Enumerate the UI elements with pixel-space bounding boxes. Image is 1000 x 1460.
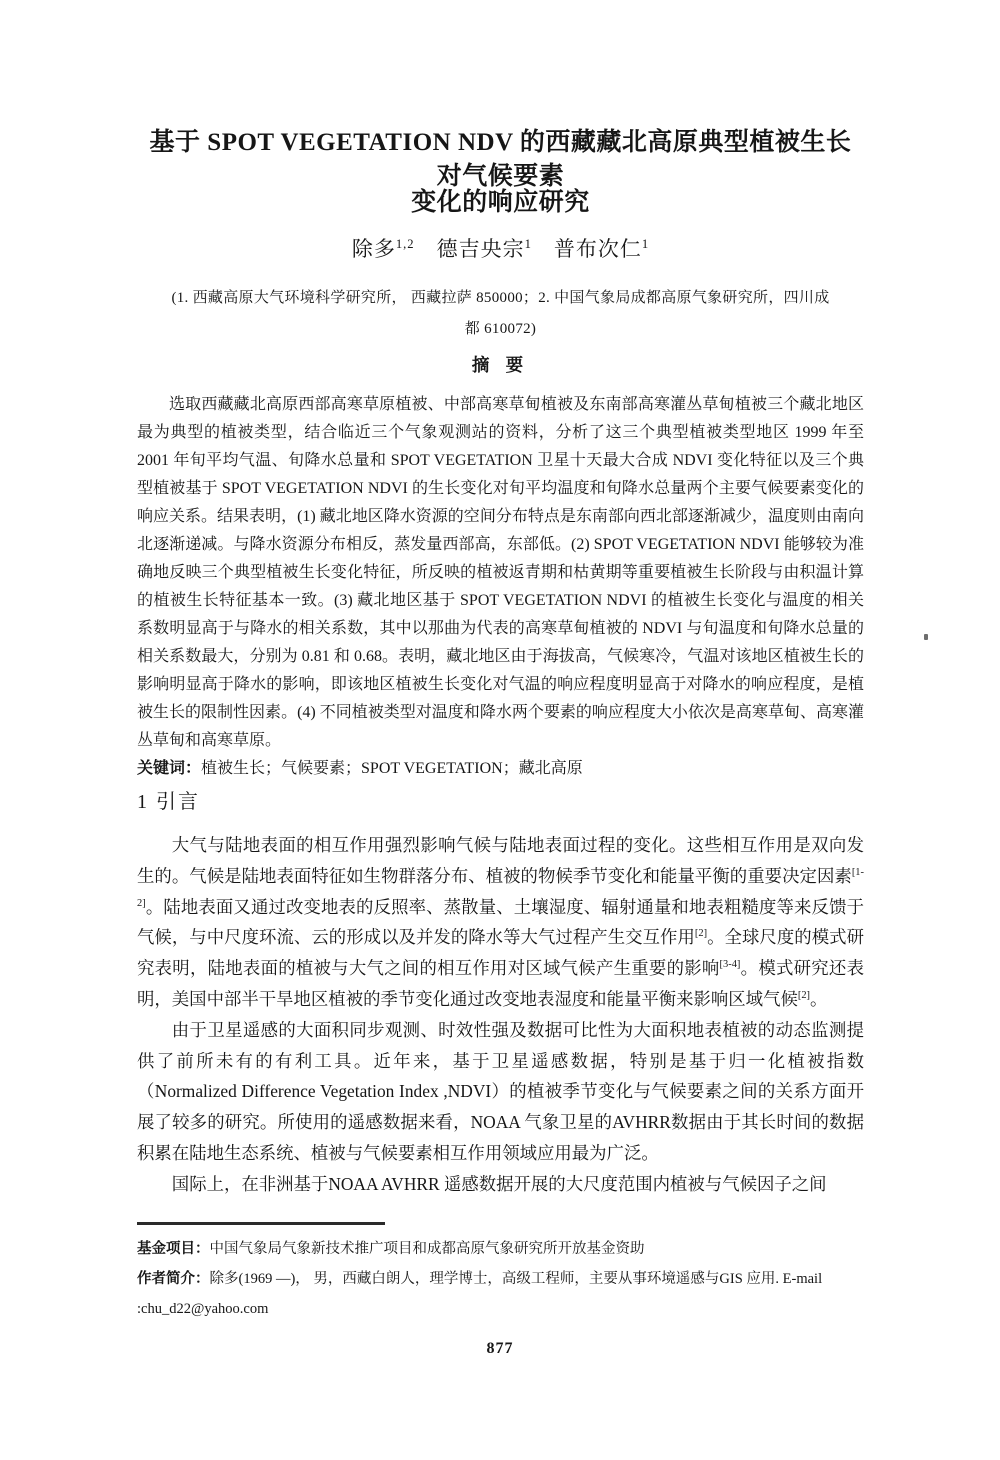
reference-superscript: [2] bbox=[694, 928, 708, 940]
intro-p1-text: 大气与陆地表面的相互作用强烈影响气候与陆地表面过程的变化。这些相互作用是双向发生的。气候是陆地表面特征如生物群落分布、植被的物候季节变化和能量平衡的重要决定因素 bbox=[137, 835, 864, 886]
author-3 bbox=[554, 237, 649, 261]
authors-line bbox=[137, 234, 864, 264]
affiliation-line1: (1. 西藏高原大气环境科学研究所， 西藏拉萨 850000；2. 中国气象局成都高原气象研究所，四川成 bbox=[171, 290, 830, 306]
keywords-text: 植被生长；气候要素；SPOT VEGETATION；藏北高原 bbox=[201, 760, 583, 777]
keywords-label: 关键词： bbox=[137, 760, 202, 777]
footnote-author bbox=[137, 1264, 872, 1324]
author-2 bbox=[437, 237, 532, 261]
intro-p1-text: 。全球尺度的模式研究表明，陆地表面的植被与大气之间的相互作用对区域气候产生重要的影响 bbox=[137, 927, 864, 979]
footnote-divider bbox=[137, 1222, 385, 1225]
footnote-fund-label: 基金项目： bbox=[137, 1241, 210, 1257]
page-number: 877 bbox=[486, 1340, 514, 1357]
abstract-heading: 摘 要 bbox=[471, 355, 530, 375]
intro-p1-text: 。陆地表面又通过改变地表的反照率、蒸散量、土壤湿度、辐射通量和地表粗糙度等来反馈于气候，与中尺度环流、云的形成以及并发的降水等大气过程产生交互作用 bbox=[137, 896, 864, 948]
keywords-line bbox=[137, 755, 864, 783]
intro-p1-text: 。模式研究还表明，美国中部半干旱地区植被的季节变化通过改变地表湿度和能量平衡来影响区域气候 bbox=[137, 958, 864, 1009]
footnote-author-text: 除多(1969 —)， 男，西藏白朗人，理学博士，高级工程师，主要从事环境遥感与GIS 应用. E-mail :chu_d22@yahoo.com bbox=[137, 1271, 823, 1317]
footnote-author-label: 作者简介： bbox=[137, 1271, 210, 1287]
reference-superscript: [1-2] bbox=[137, 867, 864, 909]
footnote-fund-text: 中国气象局气象新技术推广项目和成都高原气象研究所开放基金资助 bbox=[209, 1241, 645, 1257]
author-2-superscript: 1 bbox=[524, 237, 532, 251]
page-title-line1: 基于 SPOT VEGETATION NDV 的西藏藏北高原典型植被生长对气候要素 bbox=[149, 129, 852, 190]
reference-superscript: [2] bbox=[797, 990, 811, 1002]
reference-superscript: [3-4] bbox=[719, 959, 741, 971]
ink-speck bbox=[924, 634, 928, 640]
intro-p1-text: 。 bbox=[810, 988, 828, 1009]
author-3-superscript: 1 bbox=[641, 237, 650, 251]
author-3-name: 普布次仁 bbox=[553, 237, 642, 261]
author-1-superscript: 1,2 bbox=[395, 237, 415, 251]
intro-paragraph-3: 国际上，在非洲基于NOAA AVHRR 遥感数据开展的大尺度范围内植被与气候因子之间 bbox=[171, 1173, 827, 1194]
abstract-text: 选取西藏藏北高原西部高寒草原植被、中部高寒草甸植被及东南部高寒灌丛草甸植被三个藏北地区最为典型的植被类型，结合临近三个气象观测站的资料，分析了这三个典型植被类型地区 1999 年至 2001 年旬平均气温、旬降水总量和 SPOT VEGETATION 卫星十天最大合成 NDVI 变化特征以及三个典型植被基于 SPOT VEGETATION NDVI 的生长变化对旬平均温度和旬降水总量两个主要气候要素变化的响应关系。结果表明，(1) 藏北地区降水资源的空间分布特点是东南部向西北部逐渐减少，温度则由南向北逐渐递减。与降水资源分布相反，蒸发量西部高，东部低。(2) SPOT VEGETATION NDVI 能够较为准确地反映三个典型植被生长变化特征，所反映的植被返青期和枯黄期等重要植被生长阶段与由积温计算的植被生长特征基本一致。(3) 藏北地区基于 SPOT VEGETATION NDVI 的植被生长变化与温度的相关系数明显高于与降水的相关系数，其中以那曲为代表的高寒草甸植被的 NDVI 与旬温度和旬降水总量的相关系数最大，分别为 0.81 和 0.68。表明，藏北地区由于海拔高，气候寒冷，气温对该地区植被生长的影响明显高于降水的影响，即该地区植被生长变化对气温的响应程度明显高于对降水的响应程度，是植被生长的限制性因素。(4) 不同植被类型对温度和降水两个要素的响应程度大小依次是高寒草甸、高寒灌丛草甸和高寒草原。 bbox=[137, 396, 864, 749]
affiliation bbox=[137, 283, 864, 345]
author-2-name: 德吉央宗 bbox=[436, 237, 525, 261]
introduction-body bbox=[137, 830, 864, 1200]
author-1-name: 除多 bbox=[351, 237, 396, 261]
section-heading-introduction: 1 引言 bbox=[137, 791, 200, 813]
footnote-fund bbox=[137, 1234, 872, 1264]
abstract-block bbox=[137, 391, 864, 783]
intro-paragraph-1 bbox=[137, 830, 864, 1015]
intro-paragraph-2: 由于卫星遥感的大面积同步观测、时效性强及数据可比性为大面积地表植被的动态监测提供了前所未有的有利工具。近年来，基于卫星遥感数据，特别是基于归一化植被指数（Normalized Difference Vegetation Index ,NDVI）的植被季节变化与气候要素之间的关系方面开展了较多的研究。所使用的遥感数据来看，NOAA 气象卫星的AVHRR数据由于其长时间的数据积累在陆地生态系统、植被与气候要素相互作用领域应用最为广泛。 bbox=[137, 1019, 864, 1163]
footnote bbox=[137, 1234, 872, 1324]
affiliation-line2: 都 610072) bbox=[464, 321, 537, 337]
page-title-line2: 变化的响应研究 bbox=[411, 189, 590, 216]
author-1 bbox=[352, 237, 415, 261]
